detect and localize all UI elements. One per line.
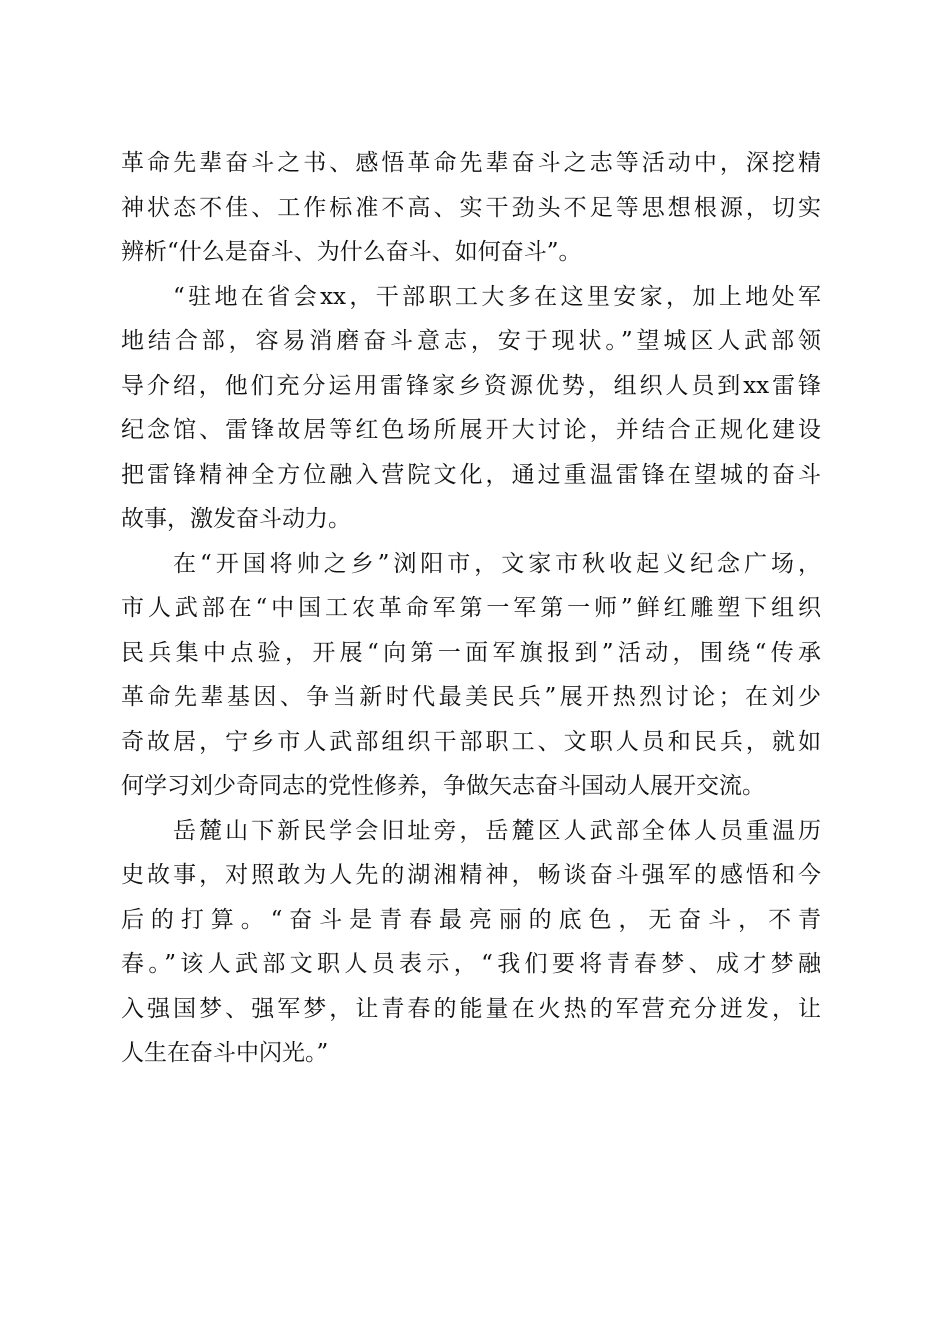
text-line: 市人武部在“中国工农革命军第一军第一师”鲜红雕塑下组织 — [121, 595, 821, 621]
text-line: 革命先辈奋斗之书、感悟革命先辈奋斗之志等活动中，深挖精 — [121, 150, 821, 176]
text-line: 把雷锋精神全方位融入营院文化，通过重温雷锋在望城的奋斗 — [121, 461, 821, 488]
text-line: 地结合部，容易消磨奋斗意志，安于现状。”望城区人武部领 — [121, 328, 821, 354]
text-line: 史故事，对照敢为人先的湖湘精神，畅谈奋斗强军的感悟和今 — [121, 862, 821, 888]
text-line: 在“开国将帅之乡”浏阳市，文家市秋收起义纪念广场， — [173, 550, 821, 577]
text-line: 入强国梦、强军梦，让青春的能量在火热的军营充分迸发，让 — [121, 995, 821, 1022]
text-line: 民兵集中点验，开展“向第一面军旗报到”活动，围绕“传承 — [121, 639, 821, 666]
text-line: 故事，激发奋斗动力。 — [121, 506, 351, 532]
body-text — [121, 141, 821, 1076]
paragraph-3 — [121, 542, 821, 809]
paragraph-4 — [121, 809, 821, 1076]
text-line: 辨析“什么是奋斗、为什么奋斗、如何奋斗”。 — [121, 239, 582, 265]
text-line: 春。”该人武部文职人员表示，“我们要将青春梦、成才梦融 — [121, 951, 821, 977]
text-line: 革命先辈基因、争当新时代最美民兵”展开热烈讨论；在刘少 — [121, 684, 821, 710]
text-line: 导介绍，他们充分运用雷锋家乡资源优势，组织人员到xx雷锋 — [121, 372, 821, 399]
text-line: 纪念馆、雷锋故居等红色场所展开大讨论，并结合正规化建设 — [121, 417, 821, 443]
text-line: 岳麓山下新民学会旧址旁，岳麓区人武部全体人员重温历 — [173, 817, 821, 844]
paragraph-1 — [121, 141, 821, 275]
text-line: “驻地在省会xx，干部职工大多在这里安家，加上地处军 — [173, 283, 821, 310]
text-line: 何学习刘少奇同志的党性修养，争做矢志奋斗国动人展开交流。 — [121, 773, 765, 799]
text-line: 神状态不佳、工作标准不高、实干劲头不足等思想根源，切实 — [121, 194, 821, 221]
paragraph-2 — [121, 275, 821, 542]
text-line: 奇故居，宁乡市人武部组织干部职工、文职人员和民兵，就如 — [121, 728, 821, 755]
text-line: 人生在奋斗中闪光。” — [121, 1040, 329, 1066]
text-line: 后的打算。“奋斗是青春最亮丽的底色，无奋斗，不青 — [121, 906, 821, 933]
